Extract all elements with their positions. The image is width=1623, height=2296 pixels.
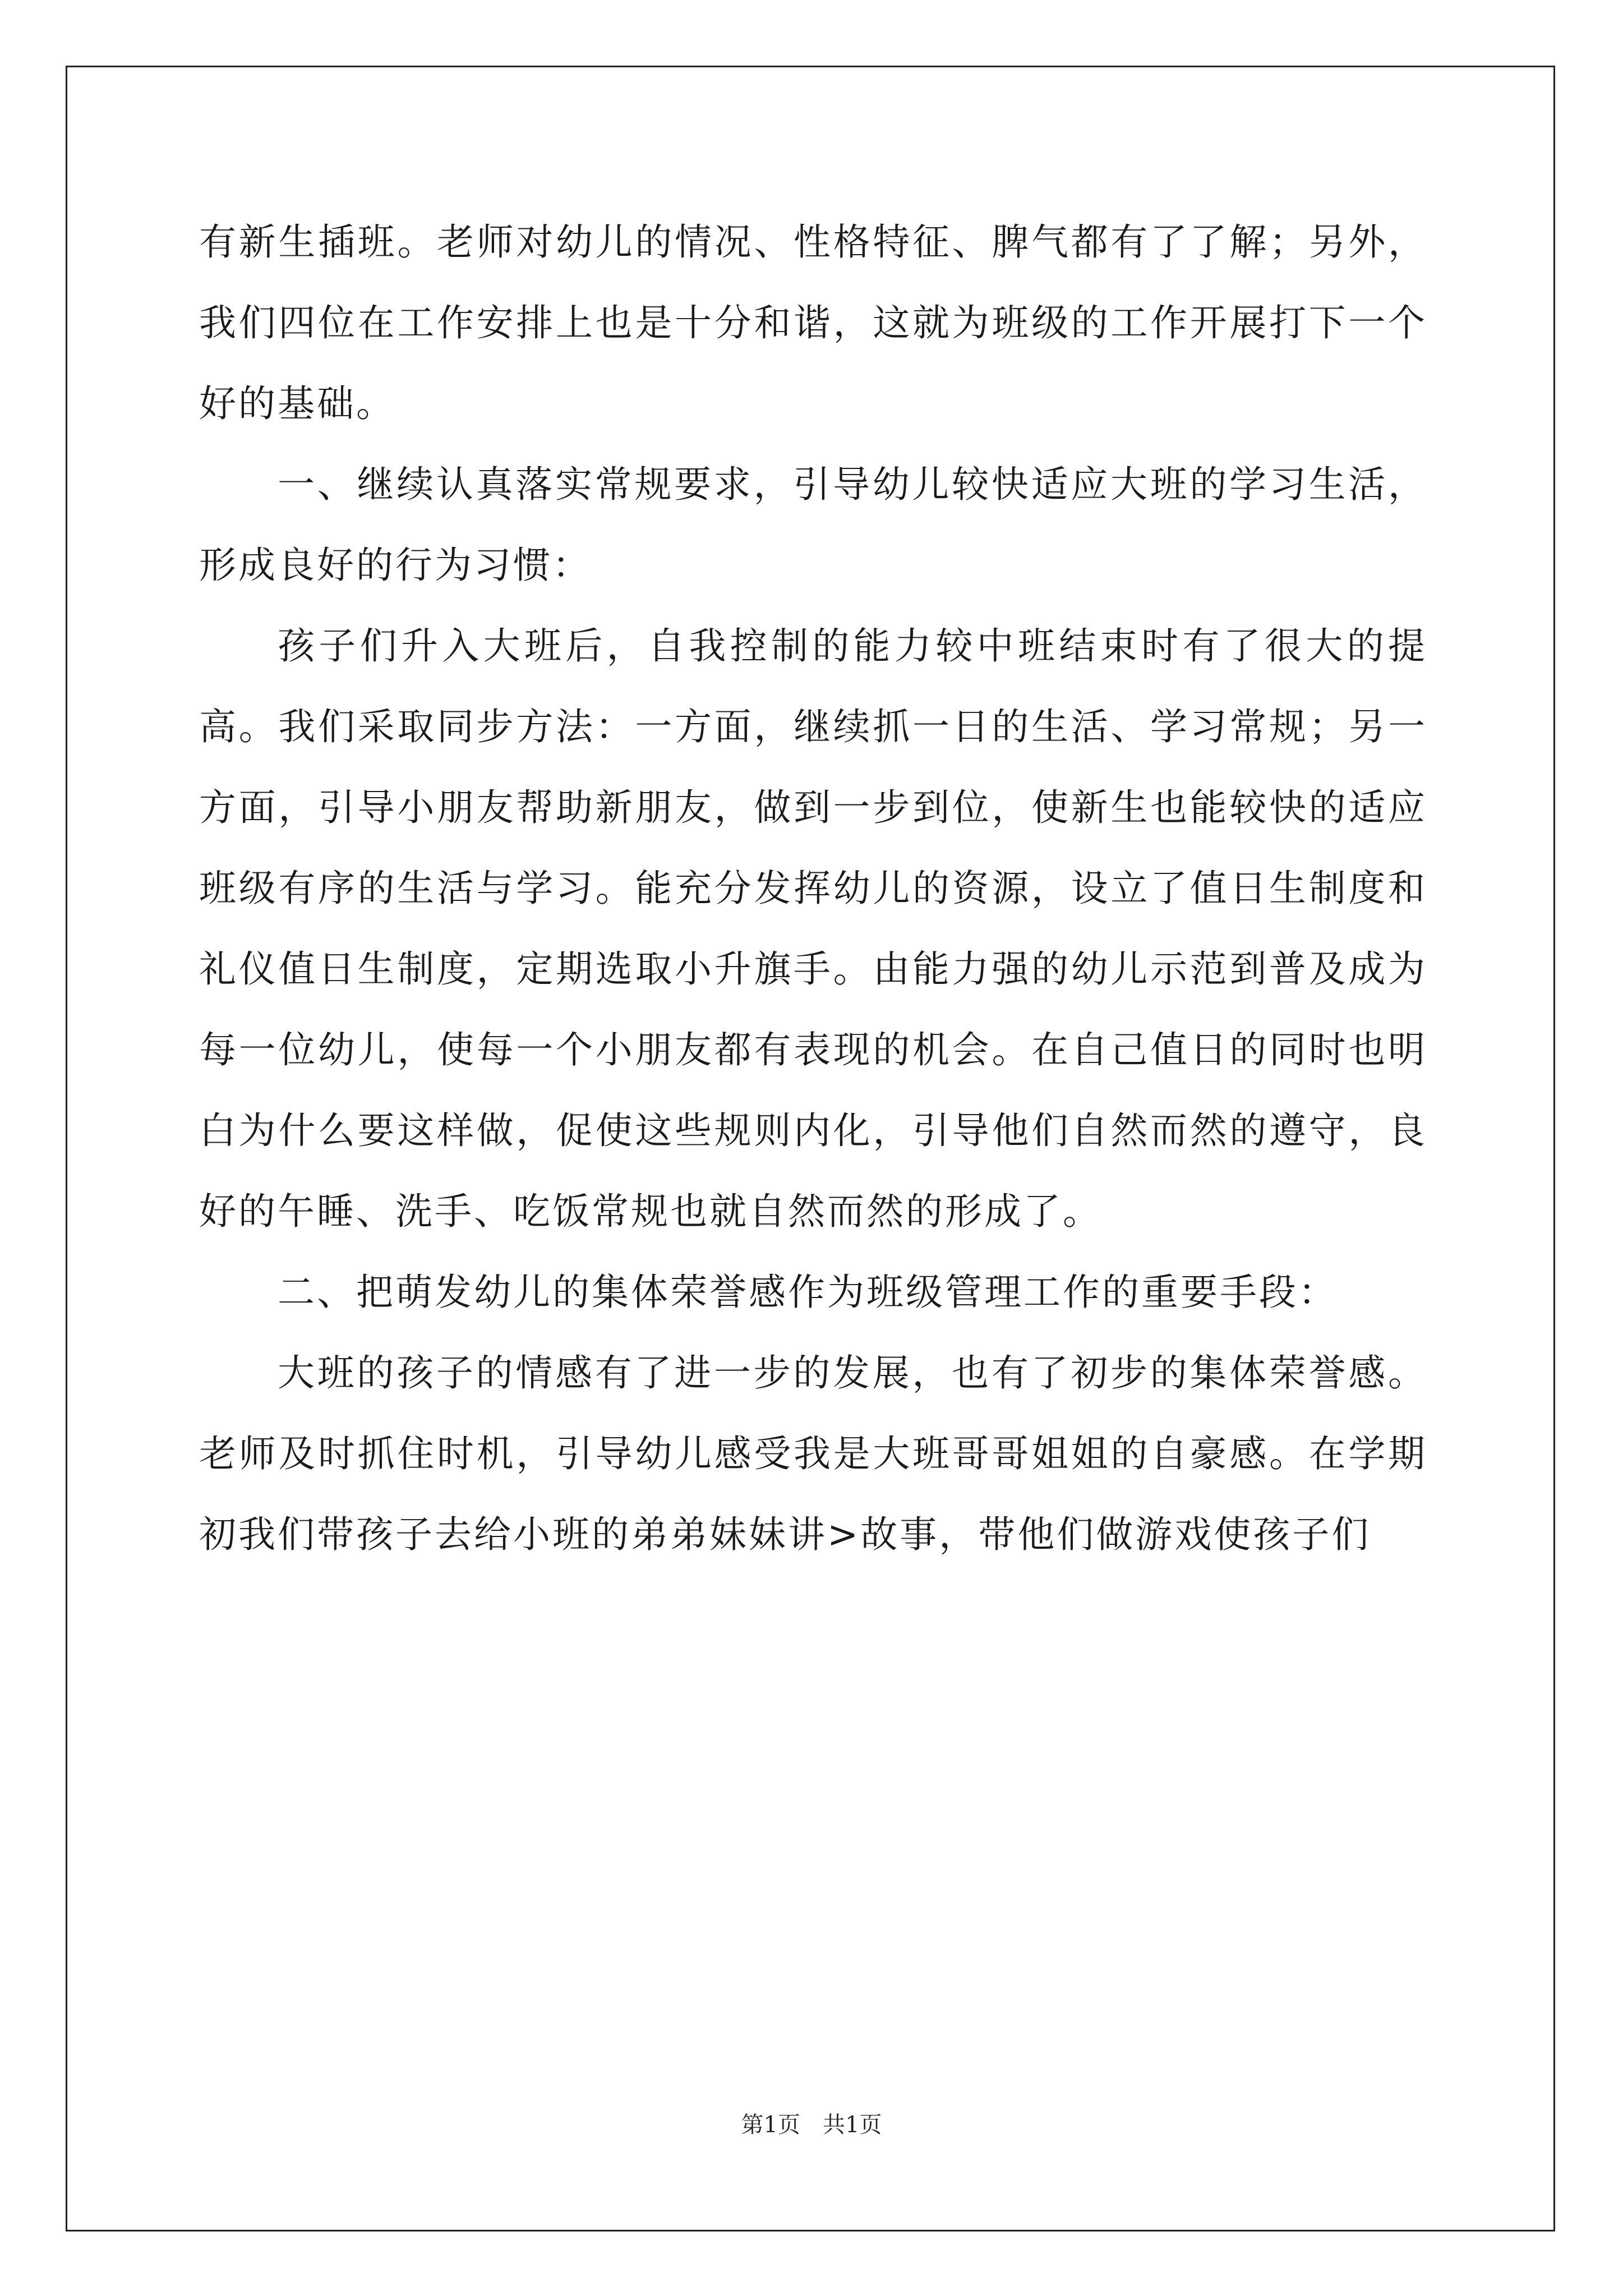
heading-section-two: 二、把萌发幼儿的集体荣誉感作为班级管理工作的重要手段： — [278, 1271, 1338, 1314]
paragraph-section-one: 孩子们升入大班后，自我控制的能力较中班结束时有了很大的提高。我们采取同步方法：一方面，继续抓一日的生活、学习常规；另一方面，引导小朋友帮助新朋友，做到一步到位，使新生也能较快的适应班级有序的生活与学习。能充分发挥幼儿的资源，设立了值日生制度和礼仪值日生制度，定期选取小升旗手。由能力强的幼儿示范到普及成为每一位幼儿，使每一个小朋友都有表现的机会。在自己值日的同时也明白为什么要这样做，促使这些规则内化，引导他们自然而然的遵守，良好的午睡、洗手、吃饭常规也就自然而然的形成了。 — [199, 624, 1427, 1233]
paragraph-intro: 有新生插班。老师对幼儿的情况、性格特征、脾气都有了了解；另外，我们四位在工作安排上也是十分和谐，这就为班级的工作开展打下一个好的基础。 — [199, 220, 1427, 425]
paragraph-section-two: 大班的孩子的情感有了进一步的发展，也有了初步的集体荣誉感。老师及时抓住时机，引导幼儿感受我是大班哥哥姐姐的自豪感。在学期初我们带孩子去给小班的弟弟妹妹讲>故事，带他们做游戏使孩子们 — [199, 1351, 1427, 1556]
document-body — [199, 202, 1427, 1575]
page-number: 第1页 — [741, 2112, 800, 2138]
page-footer — [0, 2107, 1623, 2139]
heading-section-one: 一、继续认真落实常规要求，引导幼儿较快适应大班的学习生活，形成良好的行为习惯： — [199, 463, 1427, 587]
page-total: 共1页 — [823, 2112, 882, 2138]
